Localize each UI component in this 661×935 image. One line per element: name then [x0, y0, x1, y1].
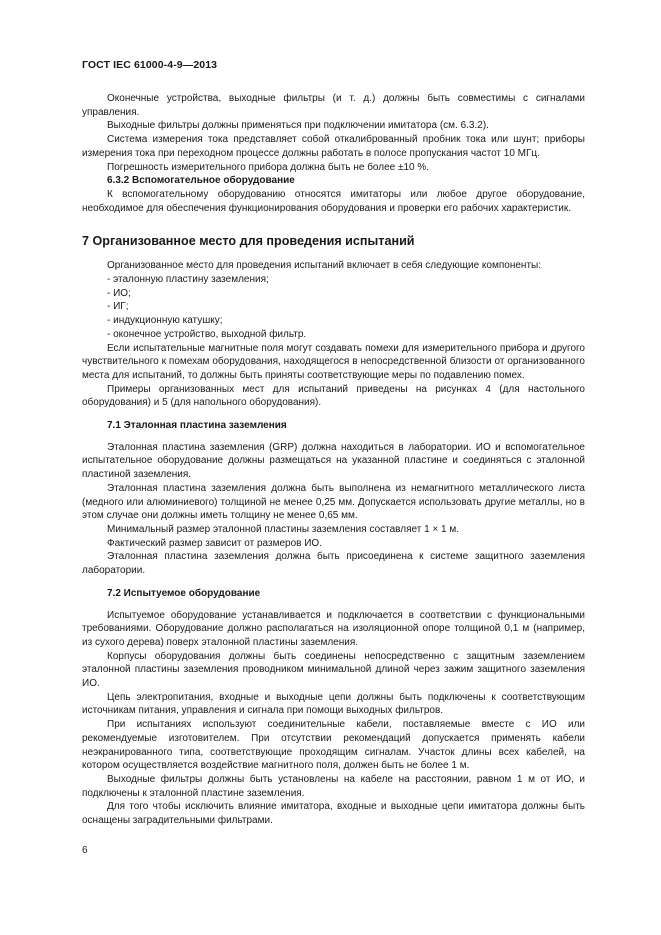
paragraph: Оконечные устройства, выходные фильтры (и т. д.) должны быть совместимы с сигналами управления.: [82, 93, 585, 118]
standard-header: ГОСТ IEC 61000-4-9—2013: [82, 59, 218, 71]
subsection-heading-7-1: 7.1 Эталонная пластина заземления: [107, 420, 287, 432]
paragraph: Погрешность измерительного прибора должна быть не более ±10 %.: [107, 161, 430, 173]
paragraph: Примеры организованных мест для испытаний приведены на рисунках 4 (для настольного оборудования) и 5 (для напольного оборудования).: [82, 383, 585, 409]
subsection-heading-7-2: 7.2 Испытуемое оборудование: [107, 587, 261, 599]
paragraph: Испытуемое оборудование устанавливается и подключается в соответствии с функциональными требованиями. Оборудование должно располагаться на изоляционной опоре толщиной 0,1 м (например, из сухого дерева) поверх эталонной пластины заземления.: [82, 609, 585, 648]
paragraph: Выходные фильтры должны быть установлены на кабеле на расстоянии, равном 1 м от ИО, и подключены к эталонной пластине заземления.: [82, 773, 585, 799]
paragraph: Фактический размер зависит от размеров ИО.: [107, 537, 322, 549]
subsection-heading-6-3-2: 6.3.2 Вспомогательное оборудование: [107, 175, 295, 187]
paragraph: Если испытательные магнитные поля могут создавать помехи для измерительного прибора и другого чувствительного к помехам оборудования, находящегося в непосредственной близости от организованного места для испытаний, то должны быть приняты соответствующие меры по подавлению помех.: [82, 342, 585, 381]
list-item: - индукционную катушку;: [107, 315, 223, 327]
paragraph: Выходные фильтры должны применяться при подключении имитатора (см. 6.3.2).: [107, 120, 489, 132]
paragraph: Организованное место для проведения испытаний включает в себя следующие компоненты:: [107, 260, 541, 272]
paragraph: Эталонная пластина заземления должна быть присоединена к системе защитного заземления лаборатории.: [82, 551, 585, 577]
paragraph: Корпусы оборудования должны быть соединены непосредственно с защитным заземлением эталонной пластины заземления проводником минимальной длиной через зажим защитного заземления ИО.: [82, 650, 585, 690]
section-heading-7: 7 Организованное место для проведения испытаний: [82, 234, 415, 249]
paragraph: Система измерения тока представляет собой откалиброванный пробник тока или шунт; приборы измерения тока при переходном процессе должны работать в полосе пропускания частот 10 МГц.: [82, 134, 585, 159]
paragraph: Эталонная пластина заземления (GRP) должна находиться в лаборатории. ИО и вспомогательное испытательное оборудование должны размещаться на указанной пластине и соединяться с эталонной пластиной заземления.: [82, 441, 585, 481]
paragraph: Цепь электропитания, входные и выходные цепи должны быть подключены к соответствующим источникам питания, управления и сигнала при помощи выходных фильтров.: [82, 691, 585, 717]
list-item: - эталонную пластину заземления;: [107, 274, 269, 286]
list-item: - ИГ;: [107, 301, 129, 313]
list-item: - оконечное устройство, выходной фильтр.: [107, 328, 307, 340]
page-content: [82, 92, 585, 828]
list-item: - ИО;: [107, 287, 131, 299]
paragraph: При испытаниях используют соединительные кабели, поставляемые вместе с ИО или рекомендуемые изготовителем. При отсутствии рекомендаций допускается применять кабели неэкранированного типа, соответствующие проходящим сигналам. Участок длины всех кабелей, на котором осуществляется воздействие магнитного поля, должен быть не более 1 м.: [82, 719, 585, 772]
paragraph: Эталонная пластина заземления должна быть выполнена из немагнитного металлического листа (медного или алюминиевого) толщиной не менее 0,25 мм. Допускается использовать другие металлы, но в этом случае они должны иметь толщину не менее 0,65 мм.: [82, 482, 585, 522]
page-number: 6: [82, 845, 88, 856]
paragraph: К вспомогательному оборудованию относятся имитаторы или любое другое оборудование, необходимое для обеспечения функционирования оборудования и проверки его рабочих характеристик.: [82, 188, 585, 214]
paragraph: Для того чтобы исключить влияние имитатора, входные и выходные цепи имитатора должны быть оснащены заградительными фильтрами.: [82, 801, 585, 827]
paragraph: Минимальный размер эталонной пластины заземления составляет 1 × 1 м.: [107, 523, 460, 535]
